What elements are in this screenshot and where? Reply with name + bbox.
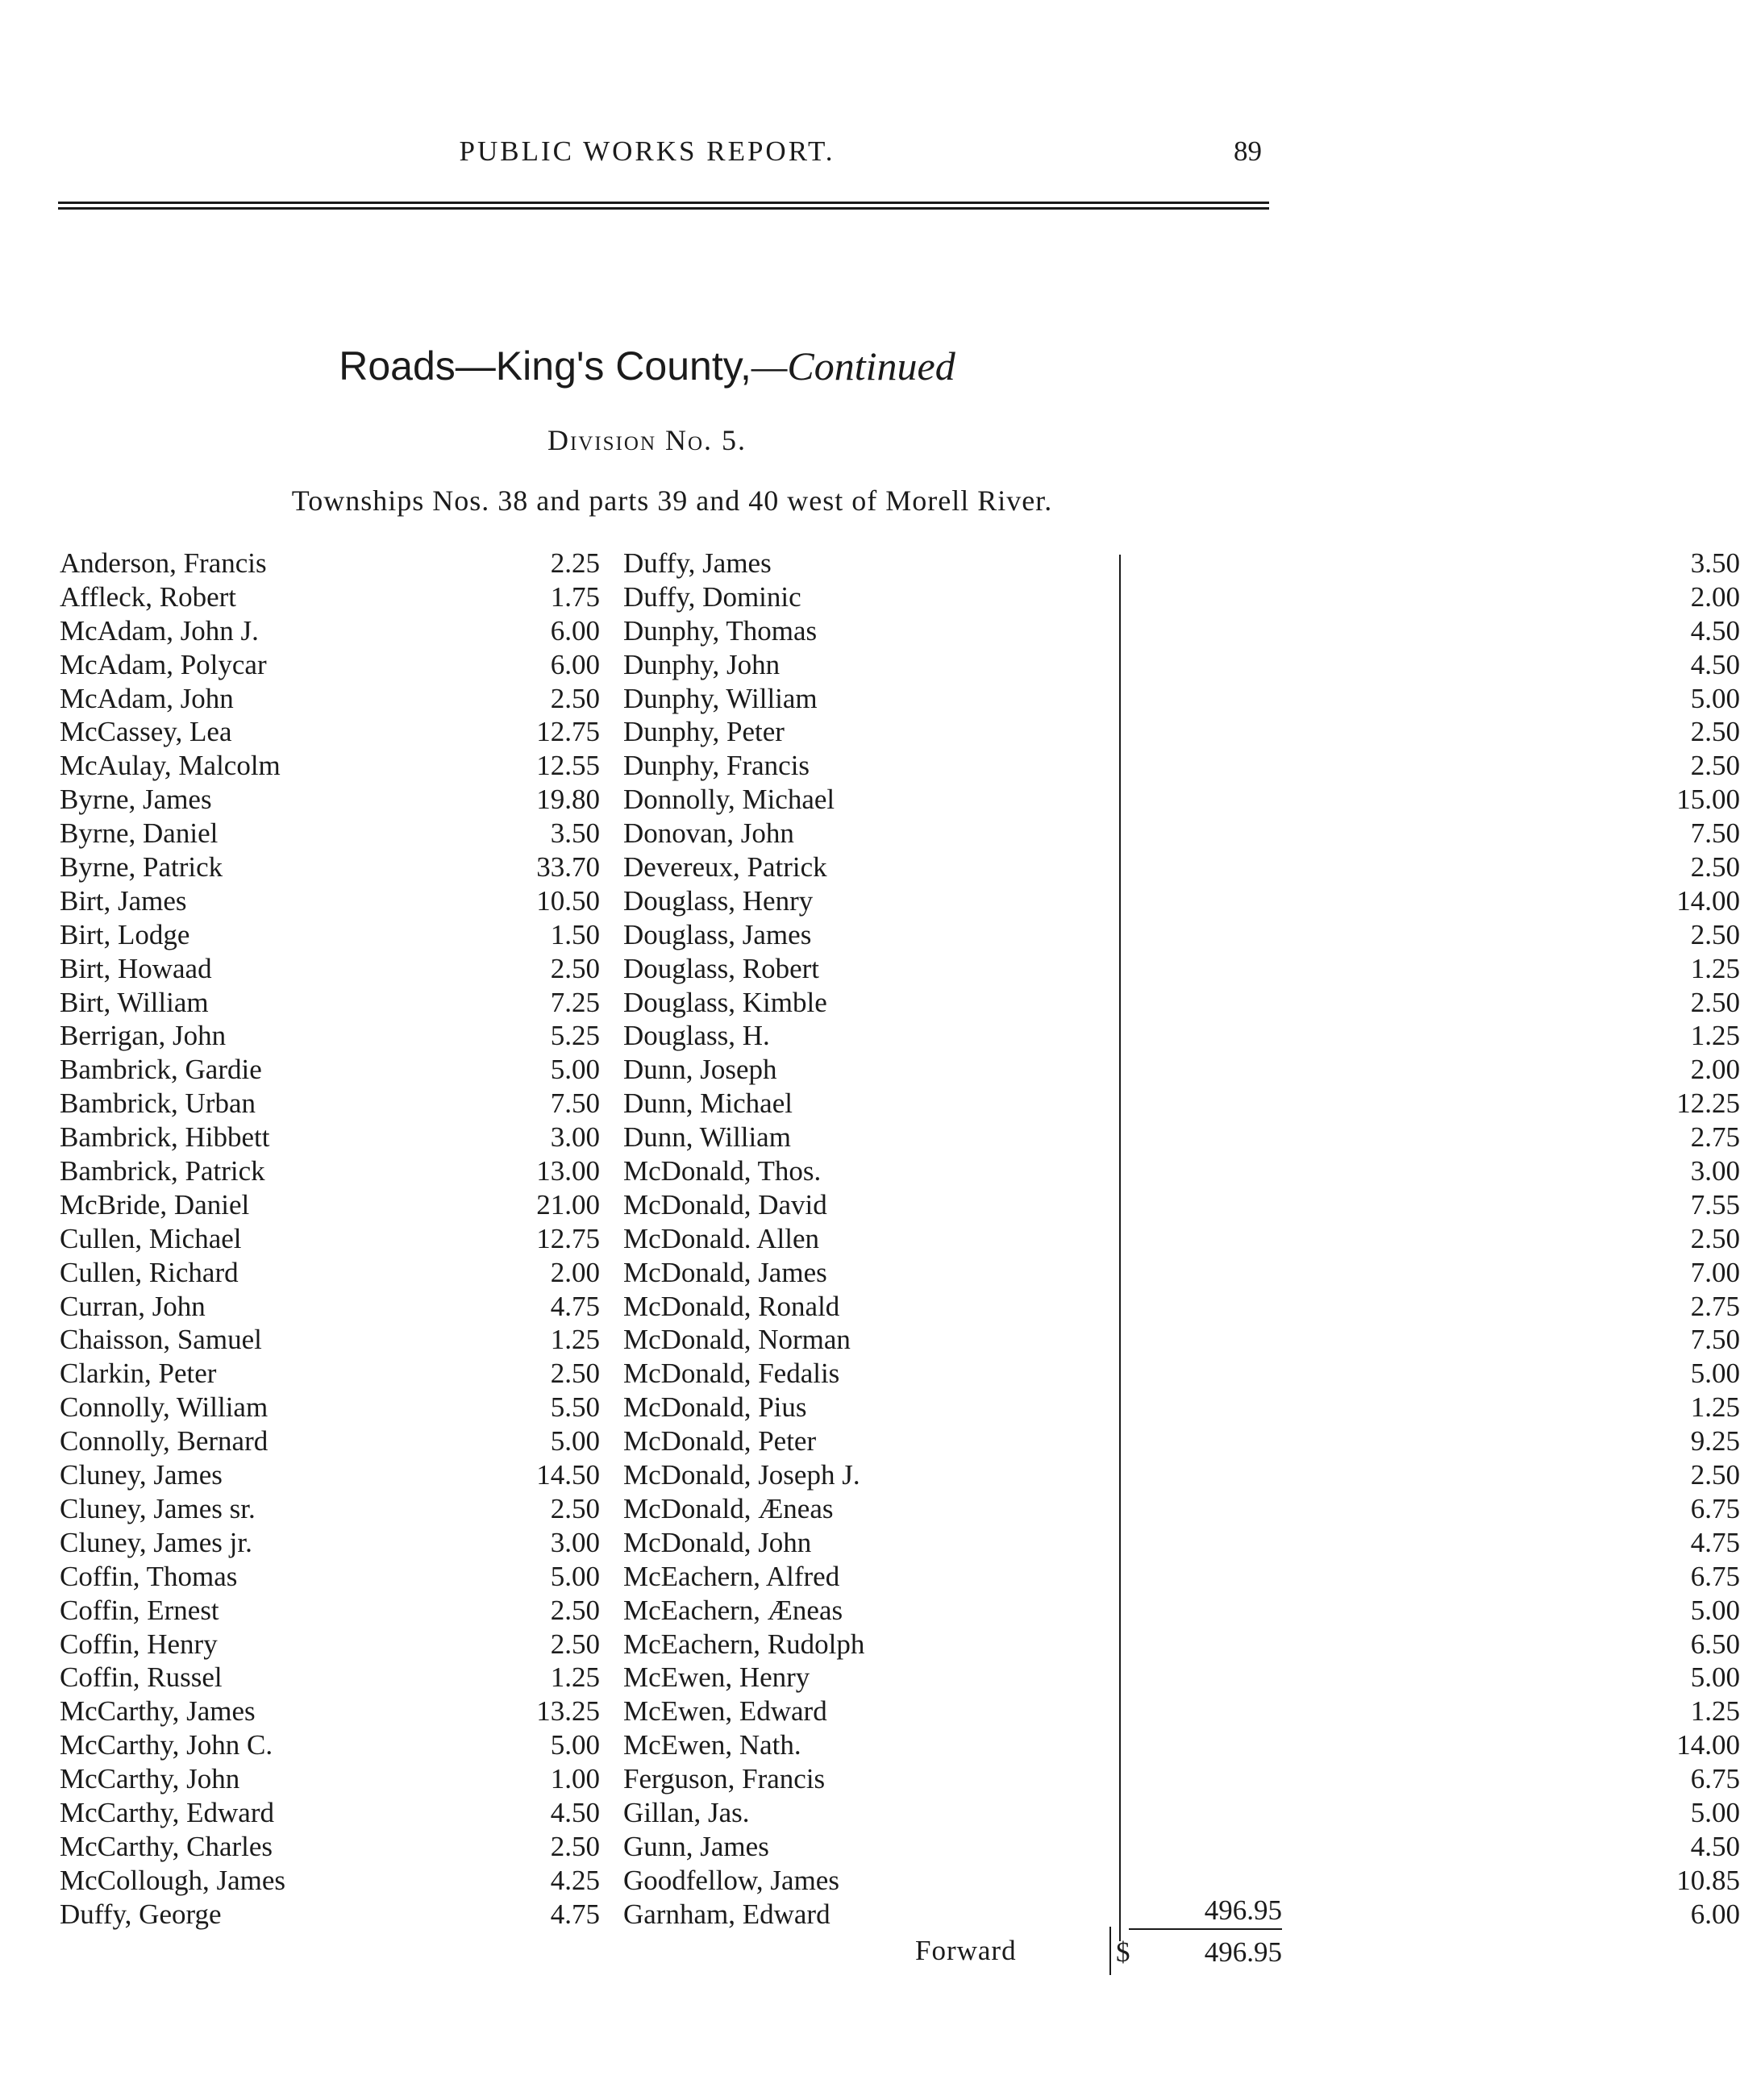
person-name: Bambrick, Patrick bbox=[60, 1155, 265, 1187]
person-name: McCarthy, Edward bbox=[60, 1796, 274, 1828]
person-name: McDonald, Thos. bbox=[623, 1155, 822, 1187]
payment-amount: 7.50 bbox=[550, 1087, 600, 1120]
payment-amount: 1.00 bbox=[550, 1763, 600, 1795]
payment-amount: 1.25 bbox=[550, 1661, 600, 1694]
payment-amount: 33.70 bbox=[536, 851, 600, 884]
person-name: McEachern, Rudolph bbox=[623, 1628, 865, 1660]
list-item bbox=[60, 1728, 600, 1762]
list-item bbox=[623, 817, 1740, 850]
list-item bbox=[60, 1492, 600, 1526]
person-name: Byrne, Patrick bbox=[60, 851, 223, 884]
person-name: McDonald. Allen bbox=[623, 1222, 820, 1254]
person-name: McEachern, Alfred bbox=[623, 1560, 840, 1592]
list-item bbox=[623, 1695, 1740, 1728]
payment-amount: 4.75 bbox=[1690, 1526, 1740, 1558]
list-item bbox=[60, 749, 600, 783]
list-item bbox=[623, 1087, 1740, 1121]
payment-amount: 2.75 bbox=[1690, 1290, 1740, 1322]
payment-amount: 10.85 bbox=[1676, 1864, 1740, 1896]
list-item bbox=[623, 783, 1740, 817]
list-item bbox=[60, 1661, 600, 1695]
payment-amount: 5.00 bbox=[1690, 682, 1740, 714]
payment-amount: 1.25 bbox=[550, 1324, 600, 1356]
person-name: McDonald, James bbox=[623, 1256, 827, 1288]
list-item bbox=[623, 1864, 1740, 1898]
payment-amount: 5.00 bbox=[1690, 1358, 1740, 1390]
payment-amount: 1.75 bbox=[550, 580, 600, 613]
payment-amount: 14.00 bbox=[1676, 884, 1740, 917]
payment-amount: 5.00 bbox=[550, 1560, 600, 1592]
forward-label: Forward bbox=[915, 1935, 1017, 1966]
person-name: Byrne, Daniel bbox=[60, 817, 219, 850]
list-item bbox=[623, 1492, 1740, 1526]
payment-amount: 5.00 bbox=[1690, 1661, 1740, 1694]
payment-amount: 1.50 bbox=[550, 918, 600, 950]
list-item bbox=[623, 1188, 1740, 1222]
list-item bbox=[60, 648, 600, 682]
list-item bbox=[60, 1628, 600, 1661]
person-name: Coffin, Henry bbox=[60, 1628, 218, 1660]
payment-amount: 2.00 bbox=[1690, 1054, 1740, 1086]
payment-amount: 6.75 bbox=[1690, 1763, 1740, 1795]
payment-amount: 7.00 bbox=[1690, 1256, 1740, 1288]
list-item bbox=[60, 850, 600, 884]
person-name: Coffin, Ernest bbox=[60, 1594, 219, 1626]
person-name: Donnolly, Michael bbox=[623, 784, 835, 816]
payment-amount: 5.25 bbox=[550, 1020, 600, 1052]
payment-amount: 3.00 bbox=[550, 1121, 600, 1154]
list-item bbox=[60, 1458, 600, 1492]
payment-amount: 5.00 bbox=[1690, 1796, 1740, 1828]
payment-amount: 7.55 bbox=[1690, 1188, 1740, 1220]
payment-amount: 5.00 bbox=[550, 1729, 600, 1761]
list-item bbox=[60, 1222, 600, 1256]
payment-amount: 7.25 bbox=[550, 986, 600, 1018]
payment-amount: 2.50 bbox=[550, 952, 600, 984]
list-item bbox=[60, 715, 600, 749]
payment-amount: 21.00 bbox=[536, 1188, 600, 1220]
list-item bbox=[623, 1357, 1740, 1391]
list-item bbox=[623, 1560, 1740, 1594]
person-name: McEwen, Edward bbox=[623, 1695, 827, 1728]
payment-amount: 2.50 bbox=[550, 682, 600, 714]
person-name: McDonald, Peter bbox=[623, 1425, 817, 1458]
subtotal-amount: 496.95 bbox=[1129, 1893, 1282, 1930]
person-name: Devereux, Patrick bbox=[623, 851, 827, 884]
payment-amount: 2.50 bbox=[1690, 716, 1740, 748]
payment-amount: 4.75 bbox=[550, 1290, 600, 1322]
payment-amount: 14.00 bbox=[1676, 1729, 1740, 1761]
total-rule bbox=[1109, 1927, 1111, 1975]
person-name: Douglass, Henry bbox=[623, 884, 814, 917]
list-item bbox=[60, 1053, 600, 1087]
person-name: Douglass, H. bbox=[623, 1020, 770, 1052]
payment-amount: 9.25 bbox=[1690, 1425, 1740, 1458]
list-item bbox=[623, 1458, 1740, 1492]
list-item bbox=[60, 1560, 600, 1594]
payment-amount: 4.50 bbox=[1690, 648, 1740, 680]
list-item bbox=[623, 547, 1740, 580]
payment-amount: 4.50 bbox=[550, 1796, 600, 1828]
list-item bbox=[623, 648, 1740, 682]
list-item bbox=[623, 1796, 1740, 1830]
list-item bbox=[60, 1188, 600, 1222]
payment-amount: 2.50 bbox=[1690, 750, 1740, 782]
list-item bbox=[623, 682, 1740, 716]
list-item bbox=[623, 986, 1740, 1020]
person-name: Bambrick, Urban bbox=[60, 1087, 256, 1120]
payment-amount: 10.50 bbox=[536, 884, 600, 917]
payment-amount: 15.00 bbox=[1676, 784, 1740, 816]
payment-amount: 2.25 bbox=[550, 547, 600, 579]
list-item bbox=[60, 986, 600, 1020]
list-item bbox=[623, 1762, 1740, 1796]
person-name: Goodfellow, James bbox=[623, 1864, 839, 1896]
person-name: Cullen, Michael bbox=[60, 1222, 242, 1254]
left-name-list bbox=[60, 547, 600, 1932]
payment-amount: 6.75 bbox=[1690, 1560, 1740, 1592]
list-item bbox=[60, 1087, 600, 1121]
header-rule-bottom bbox=[58, 207, 1269, 210]
person-name: McDonald, David bbox=[623, 1188, 827, 1220]
list-item bbox=[60, 682, 600, 716]
person-name: Gillan, Jas. bbox=[623, 1796, 750, 1828]
person-name: McCarthy, Charles bbox=[60, 1830, 273, 1862]
list-item bbox=[623, 1424, 1740, 1458]
payment-amount: 12.75 bbox=[536, 716, 600, 748]
payment-amount: 3.00 bbox=[550, 1526, 600, 1558]
payment-amount: 1.25 bbox=[1690, 1391, 1740, 1424]
person-name: Dunphy, Thomas bbox=[623, 614, 818, 647]
list-item bbox=[60, 1323, 600, 1357]
person-name: Cluney, James sr. bbox=[60, 1492, 256, 1524]
list-item bbox=[60, 1424, 600, 1458]
payment-amount: 14.50 bbox=[536, 1459, 600, 1491]
list-item bbox=[60, 1256, 600, 1290]
payment-amount: 3.50 bbox=[550, 817, 600, 850]
person-name: McCassey, Lea bbox=[60, 716, 232, 748]
person-name: Birt, Howaad bbox=[60, 952, 212, 984]
list-item bbox=[60, 1154, 600, 1188]
payment-amount: 6.75 bbox=[1690, 1492, 1740, 1524]
person-name: Dunphy, Peter bbox=[623, 716, 785, 748]
list-item bbox=[60, 918, 600, 952]
person-name: McCarthy, John C. bbox=[60, 1729, 273, 1761]
person-name: Berrigan, John bbox=[60, 1020, 227, 1052]
payment-amount: 2.50 bbox=[550, 1594, 600, 1626]
person-name: Affleck, Robert bbox=[60, 580, 237, 613]
list-item bbox=[623, 1053, 1740, 1087]
list-item bbox=[623, 918, 1740, 952]
person-name: Connolly, William bbox=[60, 1391, 268, 1424]
person-name: McDonald, Æneas bbox=[623, 1492, 834, 1524]
person-name: Douglass, James bbox=[623, 918, 812, 950]
person-name: McCarthy, John bbox=[60, 1763, 240, 1795]
payment-amount: 19.80 bbox=[536, 784, 600, 816]
list-item bbox=[623, 884, 1740, 918]
payment-amount: 5.00 bbox=[1690, 1594, 1740, 1626]
payment-amount: 5.00 bbox=[550, 1054, 600, 1086]
person-name: Anderson, Francis bbox=[60, 547, 267, 579]
payment-amount: 7.50 bbox=[1690, 817, 1740, 850]
running-head bbox=[0, 135, 1344, 176]
header-rule-top bbox=[58, 202, 1269, 204]
list-item bbox=[60, 1121, 600, 1154]
person-name: Gunn, James bbox=[623, 1830, 769, 1862]
payment-amount: 2.50 bbox=[1690, 851, 1740, 884]
person-name: McAulay, Malcolm bbox=[60, 750, 281, 782]
payment-amount: 13.00 bbox=[536, 1155, 600, 1187]
person-name: Bambrick, Hibbett bbox=[60, 1121, 270, 1154]
list-item bbox=[60, 1391, 600, 1424]
list-item bbox=[623, 1830, 1740, 1864]
list-item bbox=[623, 1222, 1740, 1256]
person-name: Birt, William bbox=[60, 986, 209, 1018]
payment-amount: 4.50 bbox=[1690, 1830, 1740, 1862]
section-title-text: Roads—King's County, bbox=[339, 343, 751, 389]
person-name: Dunn, Michael bbox=[623, 1087, 793, 1120]
person-name: McAdam, John bbox=[60, 682, 234, 714]
person-name: Coffin, Thomas bbox=[60, 1560, 238, 1592]
list-item bbox=[60, 1357, 600, 1391]
list-item bbox=[623, 952, 1740, 986]
payment-amount: 12.55 bbox=[536, 750, 600, 782]
section-title-continued: —Continued bbox=[751, 343, 955, 389]
payment-amount: 2.50 bbox=[550, 1358, 600, 1390]
list-item bbox=[60, 1830, 600, 1864]
person-name: Birt, Lodge bbox=[60, 918, 190, 950]
section-title bbox=[0, 343, 1294, 389]
list-item bbox=[623, 715, 1740, 749]
payment-amount: 6.00 bbox=[550, 648, 600, 680]
list-item bbox=[623, 1290, 1740, 1324]
list-item bbox=[60, 1290, 600, 1324]
person-name: Cluney, James bbox=[60, 1459, 223, 1491]
list-item bbox=[623, 1661, 1740, 1695]
person-name: Curran, John bbox=[60, 1290, 206, 1322]
division-heading: Division No. 5. bbox=[547, 424, 747, 456]
list-item bbox=[623, 1728, 1740, 1762]
payment-amount: 2.50 bbox=[550, 1628, 600, 1660]
list-item bbox=[623, 580, 1740, 614]
payment-amount: 2.50 bbox=[1690, 986, 1740, 1018]
person-name: McAdam, Polycar bbox=[60, 648, 267, 680]
person-name: McEwen, Henry bbox=[623, 1661, 810, 1694]
payment-amount: 2.00 bbox=[1690, 580, 1740, 613]
payment-amount: 2.50 bbox=[1690, 1222, 1740, 1254]
person-name: Duffy, George bbox=[60, 1898, 222, 1930]
payment-amount: 5.00 bbox=[550, 1425, 600, 1458]
list-item bbox=[60, 1526, 600, 1560]
person-name: Coffin, Russel bbox=[60, 1661, 223, 1694]
list-item bbox=[623, 614, 1740, 648]
list-item bbox=[60, 1594, 600, 1628]
list-item bbox=[623, 1323, 1740, 1357]
person-name: Cullen, Richard bbox=[60, 1256, 239, 1288]
payment-amount: 7.50 bbox=[1690, 1324, 1740, 1356]
page-number: 89 bbox=[1234, 135, 1262, 167]
person-name: Birt, James bbox=[60, 884, 187, 917]
person-name: Douglass, Kimble bbox=[623, 986, 827, 1018]
townships-subheading: Townships Nos. 38 and parts 39 and 40 west of Morell River. bbox=[291, 484, 1053, 517]
person-name: Duffy, Dominic bbox=[623, 580, 801, 613]
payment-amount: 2.50 bbox=[1690, 918, 1740, 950]
payment-amount: 5.50 bbox=[550, 1391, 600, 1424]
person-name: Dunn, Joseph bbox=[623, 1054, 777, 1086]
list-item bbox=[60, 547, 600, 580]
person-name: Byrne, James bbox=[60, 784, 212, 816]
list-item bbox=[60, 1695, 600, 1728]
list-item bbox=[60, 884, 600, 918]
person-name: McEwen, Nath. bbox=[623, 1729, 801, 1761]
running-head-title: PUBLIC WORKS REPORT. bbox=[459, 135, 835, 167]
list-item bbox=[60, 1762, 600, 1796]
list-item bbox=[623, 1019, 1740, 1053]
payment-amount: 4.75 bbox=[550, 1898, 600, 1930]
person-name: McDonald, Ronald bbox=[623, 1290, 840, 1322]
list-item bbox=[60, 817, 600, 850]
payment-amount: 2.50 bbox=[550, 1830, 600, 1862]
payment-amount: 6.00 bbox=[1690, 1898, 1740, 1930]
payment-amount: 2.75 bbox=[1690, 1121, 1740, 1154]
person-name: Bambrick, Gardie bbox=[60, 1054, 262, 1086]
dollar-sign: $ bbox=[1116, 1936, 1130, 1968]
forward-total: 496.95 bbox=[1204, 1936, 1282, 1968]
person-name: McEachern, Æneas bbox=[623, 1594, 843, 1626]
payment-amount: 4.25 bbox=[550, 1864, 600, 1896]
list-item bbox=[60, 580, 600, 614]
payment-amount: 1.25 bbox=[1690, 1020, 1740, 1052]
list-item bbox=[60, 1898, 600, 1932]
payment-amount: 3.50 bbox=[1690, 547, 1740, 579]
person-name: Cluney, James jr. bbox=[60, 1526, 252, 1558]
list-item bbox=[623, 1526, 1740, 1560]
person-name: Ferguson, Francis bbox=[623, 1763, 826, 1795]
person-name: McCarthy, James bbox=[60, 1695, 256, 1728]
list-item bbox=[60, 614, 600, 648]
payment-amount: 2.50 bbox=[1690, 1459, 1740, 1491]
person-name: McDonald, Joseph J. bbox=[623, 1459, 860, 1491]
list-item bbox=[623, 1594, 1740, 1628]
list-item bbox=[623, 850, 1740, 884]
person-name: McBride, Daniel bbox=[60, 1188, 250, 1220]
person-name: Connolly, Bernard bbox=[60, 1425, 268, 1458]
list-item bbox=[623, 1391, 1740, 1424]
list-item bbox=[623, 1154, 1740, 1188]
person-name: Chaisson, Samuel bbox=[60, 1324, 262, 1356]
amount-column-rule bbox=[1119, 555, 1121, 1941]
list-item bbox=[60, 1019, 600, 1053]
payment-amount: 6.00 bbox=[550, 614, 600, 647]
payment-amount: 12.25 bbox=[1676, 1087, 1740, 1120]
person-name: Douglass, Robert bbox=[623, 952, 820, 984]
payment-amount: 13.25 bbox=[536, 1695, 600, 1728]
person-name: Dunphy, Francis bbox=[623, 750, 810, 782]
person-name: Donovan, John bbox=[623, 817, 794, 850]
person-name: McDonald, John bbox=[623, 1526, 812, 1558]
payment-amount: 12.75 bbox=[536, 1222, 600, 1254]
list-item bbox=[623, 1121, 1740, 1154]
person-name: Dunphy, John bbox=[623, 648, 781, 680]
person-name: Dunn, William bbox=[623, 1121, 791, 1154]
person-name: McAdam, John J. bbox=[60, 614, 259, 647]
list-item bbox=[60, 952, 600, 986]
person-name: McDonald, Fedalis bbox=[623, 1358, 840, 1390]
payment-amount: 6.50 bbox=[1690, 1628, 1740, 1660]
payment-amount: 2.50 bbox=[550, 1492, 600, 1524]
payment-amount: 1.25 bbox=[1690, 952, 1740, 984]
person-name: McDonald, Pius bbox=[623, 1391, 807, 1424]
payment-amount: 2.00 bbox=[550, 1256, 600, 1288]
list-item bbox=[623, 1628, 1740, 1661]
list-item bbox=[623, 1256, 1740, 1290]
person-name: McCollough, James bbox=[60, 1864, 285, 1896]
list-item bbox=[60, 1796, 600, 1830]
person-name: Garnham, Edward bbox=[623, 1898, 830, 1930]
list-item bbox=[60, 783, 600, 817]
payment-amount: 3.00 bbox=[1690, 1155, 1740, 1187]
payment-amount: 4.50 bbox=[1690, 614, 1740, 647]
payment-amount: 1.25 bbox=[1690, 1695, 1740, 1728]
person-name: McDonald, Norman bbox=[623, 1324, 851, 1356]
list-item bbox=[60, 1864, 600, 1898]
person-name: Dunphy, William bbox=[623, 682, 818, 714]
person-name: Duffy, James bbox=[623, 547, 772, 579]
person-name: Clarkin, Peter bbox=[60, 1358, 217, 1390]
list-item bbox=[623, 749, 1740, 783]
